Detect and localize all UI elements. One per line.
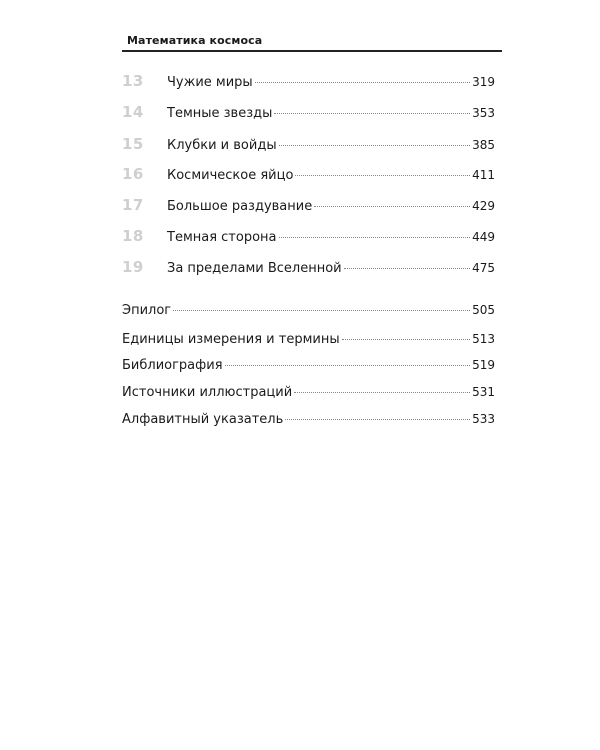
page-number: 353: [472, 106, 495, 120]
chapter-number: 15: [122, 135, 144, 153]
entry-title: Эпилог: [122, 303, 172, 318]
chapter-number: 16: [122, 165, 144, 183]
leader-dots: [279, 237, 471, 238]
chapter-number: 14: [122, 103, 144, 121]
leader-dots: [285, 419, 470, 420]
entry-title: Библиография: [122, 358, 223, 373]
page-number: 513: [472, 332, 495, 346]
toc-index[interactable]: [122, 412, 495, 432]
toc-chapter-15[interactable]: [122, 135, 495, 155]
header-rule: [122, 50, 502, 52]
toc-bibliography[interactable]: [122, 358, 495, 378]
toc-chapter-16[interactable]: [122, 165, 495, 185]
page-number: 505: [472, 303, 495, 317]
chapter-number: 17: [122, 196, 144, 214]
leader-dots: [173, 310, 470, 311]
chapter-title: Чужие миры: [167, 75, 253, 90]
entry-title: Источники иллюстраций: [122, 385, 293, 400]
toc-units-and-terms[interactable]: [122, 332, 495, 352]
leader-dots: [274, 113, 470, 114]
entry-title: Единицы измерения и термины: [122, 332, 340, 347]
chapter-title: За пределами Вселенной: [167, 261, 342, 276]
page-number: 519: [472, 358, 495, 372]
chapter-title: Темная сторона: [167, 230, 277, 245]
chapter-number: 18: [122, 227, 144, 245]
leader-dots: [344, 268, 470, 269]
page-number: 531: [472, 385, 495, 399]
page-number: 429: [472, 199, 495, 213]
chapter-title: Большое раздувание: [167, 199, 313, 214]
toc-illustration-sources[interactable]: [122, 385, 495, 405]
page-number: 385: [472, 138, 495, 152]
toc-chapter-17[interactable]: [122, 196, 495, 216]
page-number: 319: [472, 75, 495, 89]
chapter-number: 13: [122, 72, 144, 90]
toc-chapter-18[interactable]: [122, 227, 495, 247]
leader-dots: [279, 145, 471, 146]
chapter-title: Темные звезды: [167, 106, 273, 121]
leader-dots: [342, 339, 471, 340]
entry-title: Алфавитный указатель: [122, 412, 284, 427]
leader-dots: [225, 365, 471, 366]
chapter-title: Клубки и войды: [167, 138, 277, 153]
leader-dots: [314, 206, 470, 207]
toc-chapter-13[interactable]: [122, 72, 495, 92]
leader-dots: [294, 392, 470, 393]
running-header: Математика космоса: [127, 34, 263, 47]
page-number: 533: [472, 412, 495, 426]
chapter-number: 19: [122, 258, 144, 276]
page-number: 449: [472, 230, 495, 244]
toc-epilogue[interactable]: [122, 303, 495, 323]
chapter-title: Космическое яйцо: [167, 168, 294, 183]
leader-dots: [255, 82, 470, 83]
page-number: 411: [472, 168, 495, 182]
toc-chapter-19[interactable]: [122, 258, 495, 278]
page-number: 475: [472, 261, 495, 275]
leader-dots: [295, 175, 470, 176]
toc-chapter-14[interactable]: [122, 103, 495, 123]
